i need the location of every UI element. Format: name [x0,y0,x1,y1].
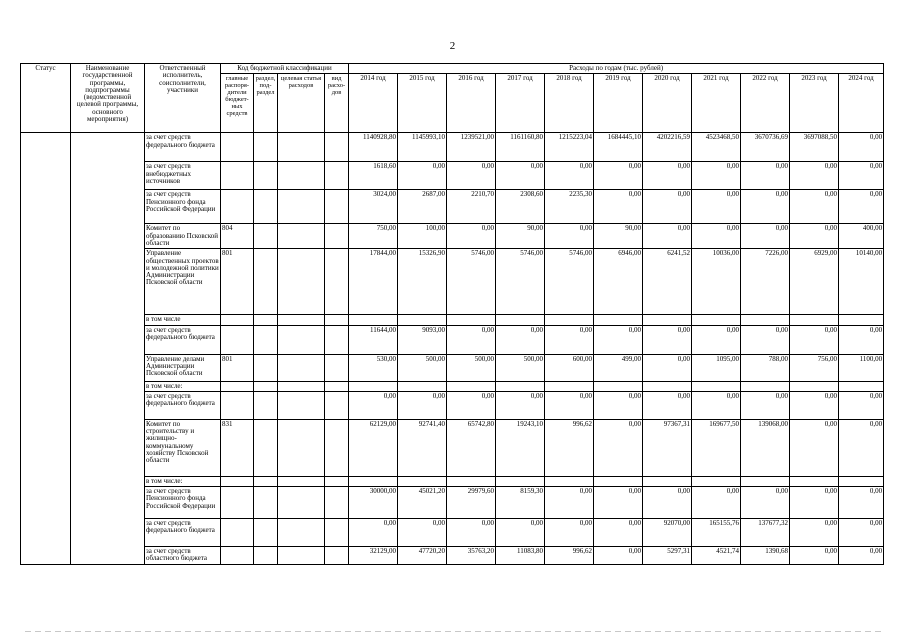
amount-cell: 0,00 [839,133,884,162]
amount-cell: 530,00 [349,354,398,381]
amount-cell: 0,00 [594,190,643,224]
amount-cell: 1161160,80 [496,133,545,162]
amount-cell: 1140928,80 [349,133,398,162]
amount-cell: 65742,80 [447,419,496,476]
amount-cell: 45021,20 [398,487,447,519]
amount-cell: 0,00 [545,224,594,249]
amount-cell: 4521,74 [692,547,741,565]
amount-cell [447,476,496,486]
header-name: Наименование государственной программы, подпрограммы (ведомственной целевой программы, основного мероприятия) [71,64,145,133]
amount-cell [643,315,692,325]
row-label: за счет средств областного бюджета [145,547,221,565]
amount-cell: 0,00 [839,519,884,547]
amount-cell [594,315,643,325]
amount-cell: 0,00 [594,162,643,190]
amount-cell: 0,00 [692,325,741,354]
amount-cell: 600,00 [545,354,594,381]
razdel-code [254,354,278,381]
row-label: за счет средств федерального бюджета [145,519,221,547]
amount-cell: 0,00 [496,162,545,190]
table-row [21,315,884,325]
grbs-code [221,190,254,224]
amount-cell: 9093,00 [398,325,447,354]
expense-type-code [325,487,349,519]
amount-cell: 0,00 [398,519,447,547]
amount-cell [447,315,496,325]
amount-cell: 0,00 [545,391,594,419]
table-row [21,419,884,476]
amount-cell: 29979,60 [447,487,496,519]
target-article-code [278,325,325,354]
table-body [21,133,884,565]
target-article-code [278,190,325,224]
amount-cell: 30000,00 [349,487,398,519]
target-article-code [278,133,325,162]
row-label: Управление общественных проектов и молодежной политики Администрации Псковской области [145,249,221,315]
amount-cell: 1215223,04 [545,133,594,162]
amount-cell: 500,00 [447,354,496,381]
amount-cell: 500,00 [398,354,447,381]
row-label: за счет средств Пенсионного фонда Российской Федерации [145,487,221,519]
header-status: Статус [21,64,71,133]
amount-cell: 0,00 [643,391,692,419]
razdel-code [254,419,278,476]
expense-type-code [325,325,349,354]
grbs-code [221,391,254,419]
expense-type-code [325,354,349,381]
expense-type-code [325,381,349,391]
amount-cell [692,476,741,486]
amount-cell: 0,00 [643,325,692,354]
amount-cell: 0,00 [496,325,545,354]
grbs-code: 801 [221,354,254,381]
table-row [21,519,884,547]
target-article-code [278,354,325,381]
amount-cell [545,476,594,486]
amount-cell [790,476,839,486]
amount-cell [790,315,839,325]
header-year: 2017 год [496,74,545,133]
program-name-cell [71,133,145,565]
budget-table [20,63,884,565]
amount-cell: 500,00 [496,354,545,381]
target-article-code [278,519,325,547]
amount-cell: 0,00 [790,190,839,224]
table-row [21,249,884,315]
expense-type-code [325,133,349,162]
table-row [21,487,884,519]
amount-cell [594,476,643,486]
amount-cell [545,315,594,325]
amount-cell: 3024,00 [349,190,398,224]
amount-cell: 0,00 [790,162,839,190]
amount-cell: 0,00 [790,224,839,249]
amount-cell: 97367,31 [643,419,692,476]
header-year: 2023 год [790,74,839,133]
grbs-code [221,519,254,547]
amount-cell: 0,00 [349,519,398,547]
header-responsible: Ответственный исполнитель, соисполнители, участники [145,64,221,133]
amount-cell: 0,00 [741,391,790,419]
amount-cell: 11083,80 [496,547,545,565]
amount-cell: 35763,20 [447,547,496,565]
grbs-code [221,547,254,565]
amount-cell: 100,00 [398,224,447,249]
row-label: за счет средств федерального бюджета [145,133,221,162]
amount-cell: 996,62 [545,547,594,565]
amount-cell [643,381,692,391]
header-year: 2019 год [594,74,643,133]
header-year: 2022 год [741,74,790,133]
target-article-code [278,487,325,519]
amount-cell: 1145993,10 [398,133,447,162]
amount-cell [349,315,398,325]
amount-cell: 3697088,50 [790,133,839,162]
razdel-code [254,381,278,391]
expense-type-code [325,391,349,419]
table-row [21,381,884,391]
razdel-code [254,519,278,547]
razdel-code [254,487,278,519]
amount-cell: 0,00 [594,325,643,354]
amount-cell: 756,00 [790,354,839,381]
amount-cell: 0,00 [447,224,496,249]
row-label: в том числе [145,315,221,325]
amount-cell [496,476,545,486]
target-article-code [278,391,325,419]
grbs-code [221,476,254,486]
target-article-code [278,419,325,476]
target-article-code [278,224,325,249]
target-article-code [278,315,325,325]
amount-cell [692,315,741,325]
amount-cell [447,381,496,391]
amount-cell: 0,00 [839,547,884,565]
expense-type-code [325,519,349,547]
row-label: в том числе: [145,476,221,486]
grbs-code: 801 [221,249,254,315]
amount-cell: 0,00 [349,391,398,419]
status-cell [21,133,71,565]
expense-type-code [325,162,349,190]
table-row [21,224,884,249]
table-row [21,391,884,419]
amount-cell: 7226,00 [741,249,790,315]
amount-cell [496,381,545,391]
amount-cell: 0,00 [594,391,643,419]
amount-cell: 0,00 [839,391,884,419]
amount-cell: 0,00 [741,487,790,519]
amount-cell: 0,00 [643,354,692,381]
target-article-code [278,249,325,315]
table-row [21,547,884,565]
header-year: 2018 год [545,74,594,133]
amount-cell: 0,00 [643,487,692,519]
grbs-code [221,315,254,325]
razdel-code [254,133,278,162]
amount-cell: 4202216,59 [643,133,692,162]
expense-type-code [325,249,349,315]
target-article-code [278,381,325,391]
amount-cell [741,381,790,391]
razdel-code [254,249,278,315]
amount-cell: 139068,00 [741,419,790,476]
header-year: 2016 год [447,74,496,133]
amount-cell: 0,00 [839,190,884,224]
amount-cell: 0,00 [790,547,839,565]
row-label: за счет средств внебюджетных источников [145,162,221,190]
amount-cell [839,381,884,391]
amount-cell: 0,00 [545,487,594,519]
razdel-code [254,224,278,249]
target-article-code [278,162,325,190]
row-label: за счет средств федерального бюджета [145,391,221,419]
razdel-code [254,391,278,419]
amount-cell: 165155,76 [692,519,741,547]
expense-type-code [325,190,349,224]
amount-cell [349,381,398,391]
amount-cell [692,381,741,391]
grbs-code [221,381,254,391]
amount-cell [496,315,545,325]
amount-cell: 0,00 [790,519,839,547]
amount-cell: 0,00 [839,162,884,190]
amount-cell: 2308,60 [496,190,545,224]
row-label: в том числе: [145,381,221,391]
table-row [21,190,884,224]
amount-cell: 0,00 [839,419,884,476]
grbs-code: 831 [221,419,254,476]
amount-cell: 2235,30 [545,190,594,224]
amount-cell: 0,00 [692,224,741,249]
amount-cell: 0,00 [447,391,496,419]
grbs-code [221,487,254,519]
amount-cell [398,476,447,486]
table-row [21,325,884,354]
amount-cell: 17844,00 [349,249,398,315]
amount-cell: 1618,60 [349,162,398,190]
amount-cell: 6929,00 [790,249,839,315]
row-label: за счет средств Пенсионного фонда Российской Федерации [145,190,221,224]
amount-cell: 0,00 [594,519,643,547]
row-label: за счет средств федерального бюджета [145,325,221,354]
amount-cell: 0,00 [447,162,496,190]
header-year: 2021 год [692,74,741,133]
amount-cell: 1390,68 [741,547,790,565]
header-year: 2024 год [839,74,884,133]
amount-cell: 788,00 [741,354,790,381]
amount-cell: 11644,00 [349,325,398,354]
amount-cell: 0,00 [741,224,790,249]
header-year: 2014 год [349,74,398,133]
amount-cell: 2210,70 [447,190,496,224]
amount-cell [398,381,447,391]
amount-cell: 92741,40 [398,419,447,476]
header-year: 2015 год [398,74,447,133]
amount-cell: 1095,00 [692,354,741,381]
amount-cell [594,381,643,391]
table-row [21,354,884,381]
amount-cell: 4523468,50 [692,133,741,162]
amount-cell [839,476,884,486]
amount-cell: 0,00 [643,190,692,224]
amount-cell [790,381,839,391]
amount-cell [349,476,398,486]
amount-cell: 3670736,69 [741,133,790,162]
amount-cell: 5746,00 [447,249,496,315]
amount-cell: 10140,00 [839,249,884,315]
row-label: Управление делами Администрации Псковской области [145,354,221,381]
amount-cell: 0,00 [447,325,496,354]
amount-cell [643,476,692,486]
amount-cell: 0,00 [643,162,692,190]
amount-cell: 1684445,10 [594,133,643,162]
amount-cell: 1100,00 [839,354,884,381]
grbs-code [221,325,254,354]
amount-cell: 0,00 [790,325,839,354]
table-row [21,133,884,162]
amount-cell: 47720,20 [398,547,447,565]
expense-type-code [325,419,349,476]
expense-type-code [325,315,349,325]
razdel-code [254,162,278,190]
expense-type-code [325,476,349,486]
razdel-code [254,547,278,565]
amount-cell: 0,00 [594,487,643,519]
amount-cell: 137677,32 [741,519,790,547]
amount-cell: 90,00 [496,224,545,249]
expense-type-code [325,547,349,565]
table-row [21,476,884,486]
amount-cell: 92070,00 [643,519,692,547]
scan-artifact-line [25,631,885,632]
amount-cell: 0,00 [398,162,447,190]
amount-cell: 0,00 [692,190,741,224]
amount-cell: 8159,30 [496,487,545,519]
amount-cell: 0,00 [398,391,447,419]
header-target-article: целевая статья расходов [278,74,325,133]
amount-cell: 0,00 [594,547,643,565]
expense-type-code [325,224,349,249]
amount-cell: 0,00 [839,325,884,354]
target-article-code [278,547,325,565]
header-expenses: Расходы по годам (тыс. рублей) [349,64,884,74]
amount-cell: 15326,90 [398,249,447,315]
amount-cell: 6946,00 [594,249,643,315]
amount-cell [741,476,790,486]
header-year: 2020 год [643,74,692,133]
amount-cell [545,381,594,391]
amount-cell: 0,00 [790,487,839,519]
amount-cell: 0,00 [545,519,594,547]
amount-cell: 0,00 [790,391,839,419]
target-article-code [278,476,325,486]
amount-cell: 5746,00 [496,249,545,315]
amount-cell: 1239521,00 [447,133,496,162]
amount-cell: 0,00 [545,325,594,354]
amount-cell: 0,00 [594,419,643,476]
amount-cell: 62129,00 [349,419,398,476]
amount-cell: 169677,50 [692,419,741,476]
razdel-code [254,190,278,224]
amount-cell: 19243,10 [496,419,545,476]
amount-cell: 400,00 [839,224,884,249]
amount-cell [839,315,884,325]
row-label: Комитет по строительству и жилищно-коммунальному хозяйству Псковской области [145,419,221,476]
amount-cell: 6241,52 [643,249,692,315]
amount-cell: 0,00 [741,162,790,190]
amount-cell: 2687,00 [398,190,447,224]
amount-cell: 32129,00 [349,547,398,565]
table-row [21,162,884,190]
amount-cell: 90,00 [594,224,643,249]
amount-cell: 499,00 [594,354,643,381]
amount-cell: 996,62 [545,419,594,476]
header-kbk: Код бюджетной классификации [221,64,349,74]
header-grbs: главные распоря-дители бюджет-ных средств [221,74,254,133]
amount-cell: 0,00 [692,391,741,419]
grbs-code: 804 [221,224,254,249]
amount-cell: 0,00 [643,224,692,249]
amount-cell [398,315,447,325]
amount-cell: 0,00 [741,325,790,354]
header-razdel: раздел, под-раздел [254,74,278,133]
amount-cell: 0,00 [496,391,545,419]
grbs-code [221,133,254,162]
amount-cell: 0,00 [741,190,790,224]
amount-cell: 5746,00 [545,249,594,315]
amount-cell: 0,00 [692,487,741,519]
amount-cell: 10036,00 [692,249,741,315]
razdel-code [254,476,278,486]
amount-cell: 5297,31 [643,547,692,565]
amount-cell: 0,00 [496,519,545,547]
amount-cell: 0,00 [839,487,884,519]
grbs-code [221,162,254,190]
amount-cell: 750,00 [349,224,398,249]
header-expense-type: вид расхо-дов [325,74,349,133]
amount-cell: 0,00 [692,162,741,190]
page-number: 2 [449,40,456,52]
razdel-code [254,325,278,354]
amount-cell: 0,00 [790,419,839,476]
razdel-code [254,315,278,325]
amount-cell: 0,00 [545,162,594,190]
amount-cell: 0,00 [447,519,496,547]
amount-cell [741,315,790,325]
row-label: Комитет по образованию Псковской области [145,224,221,249]
